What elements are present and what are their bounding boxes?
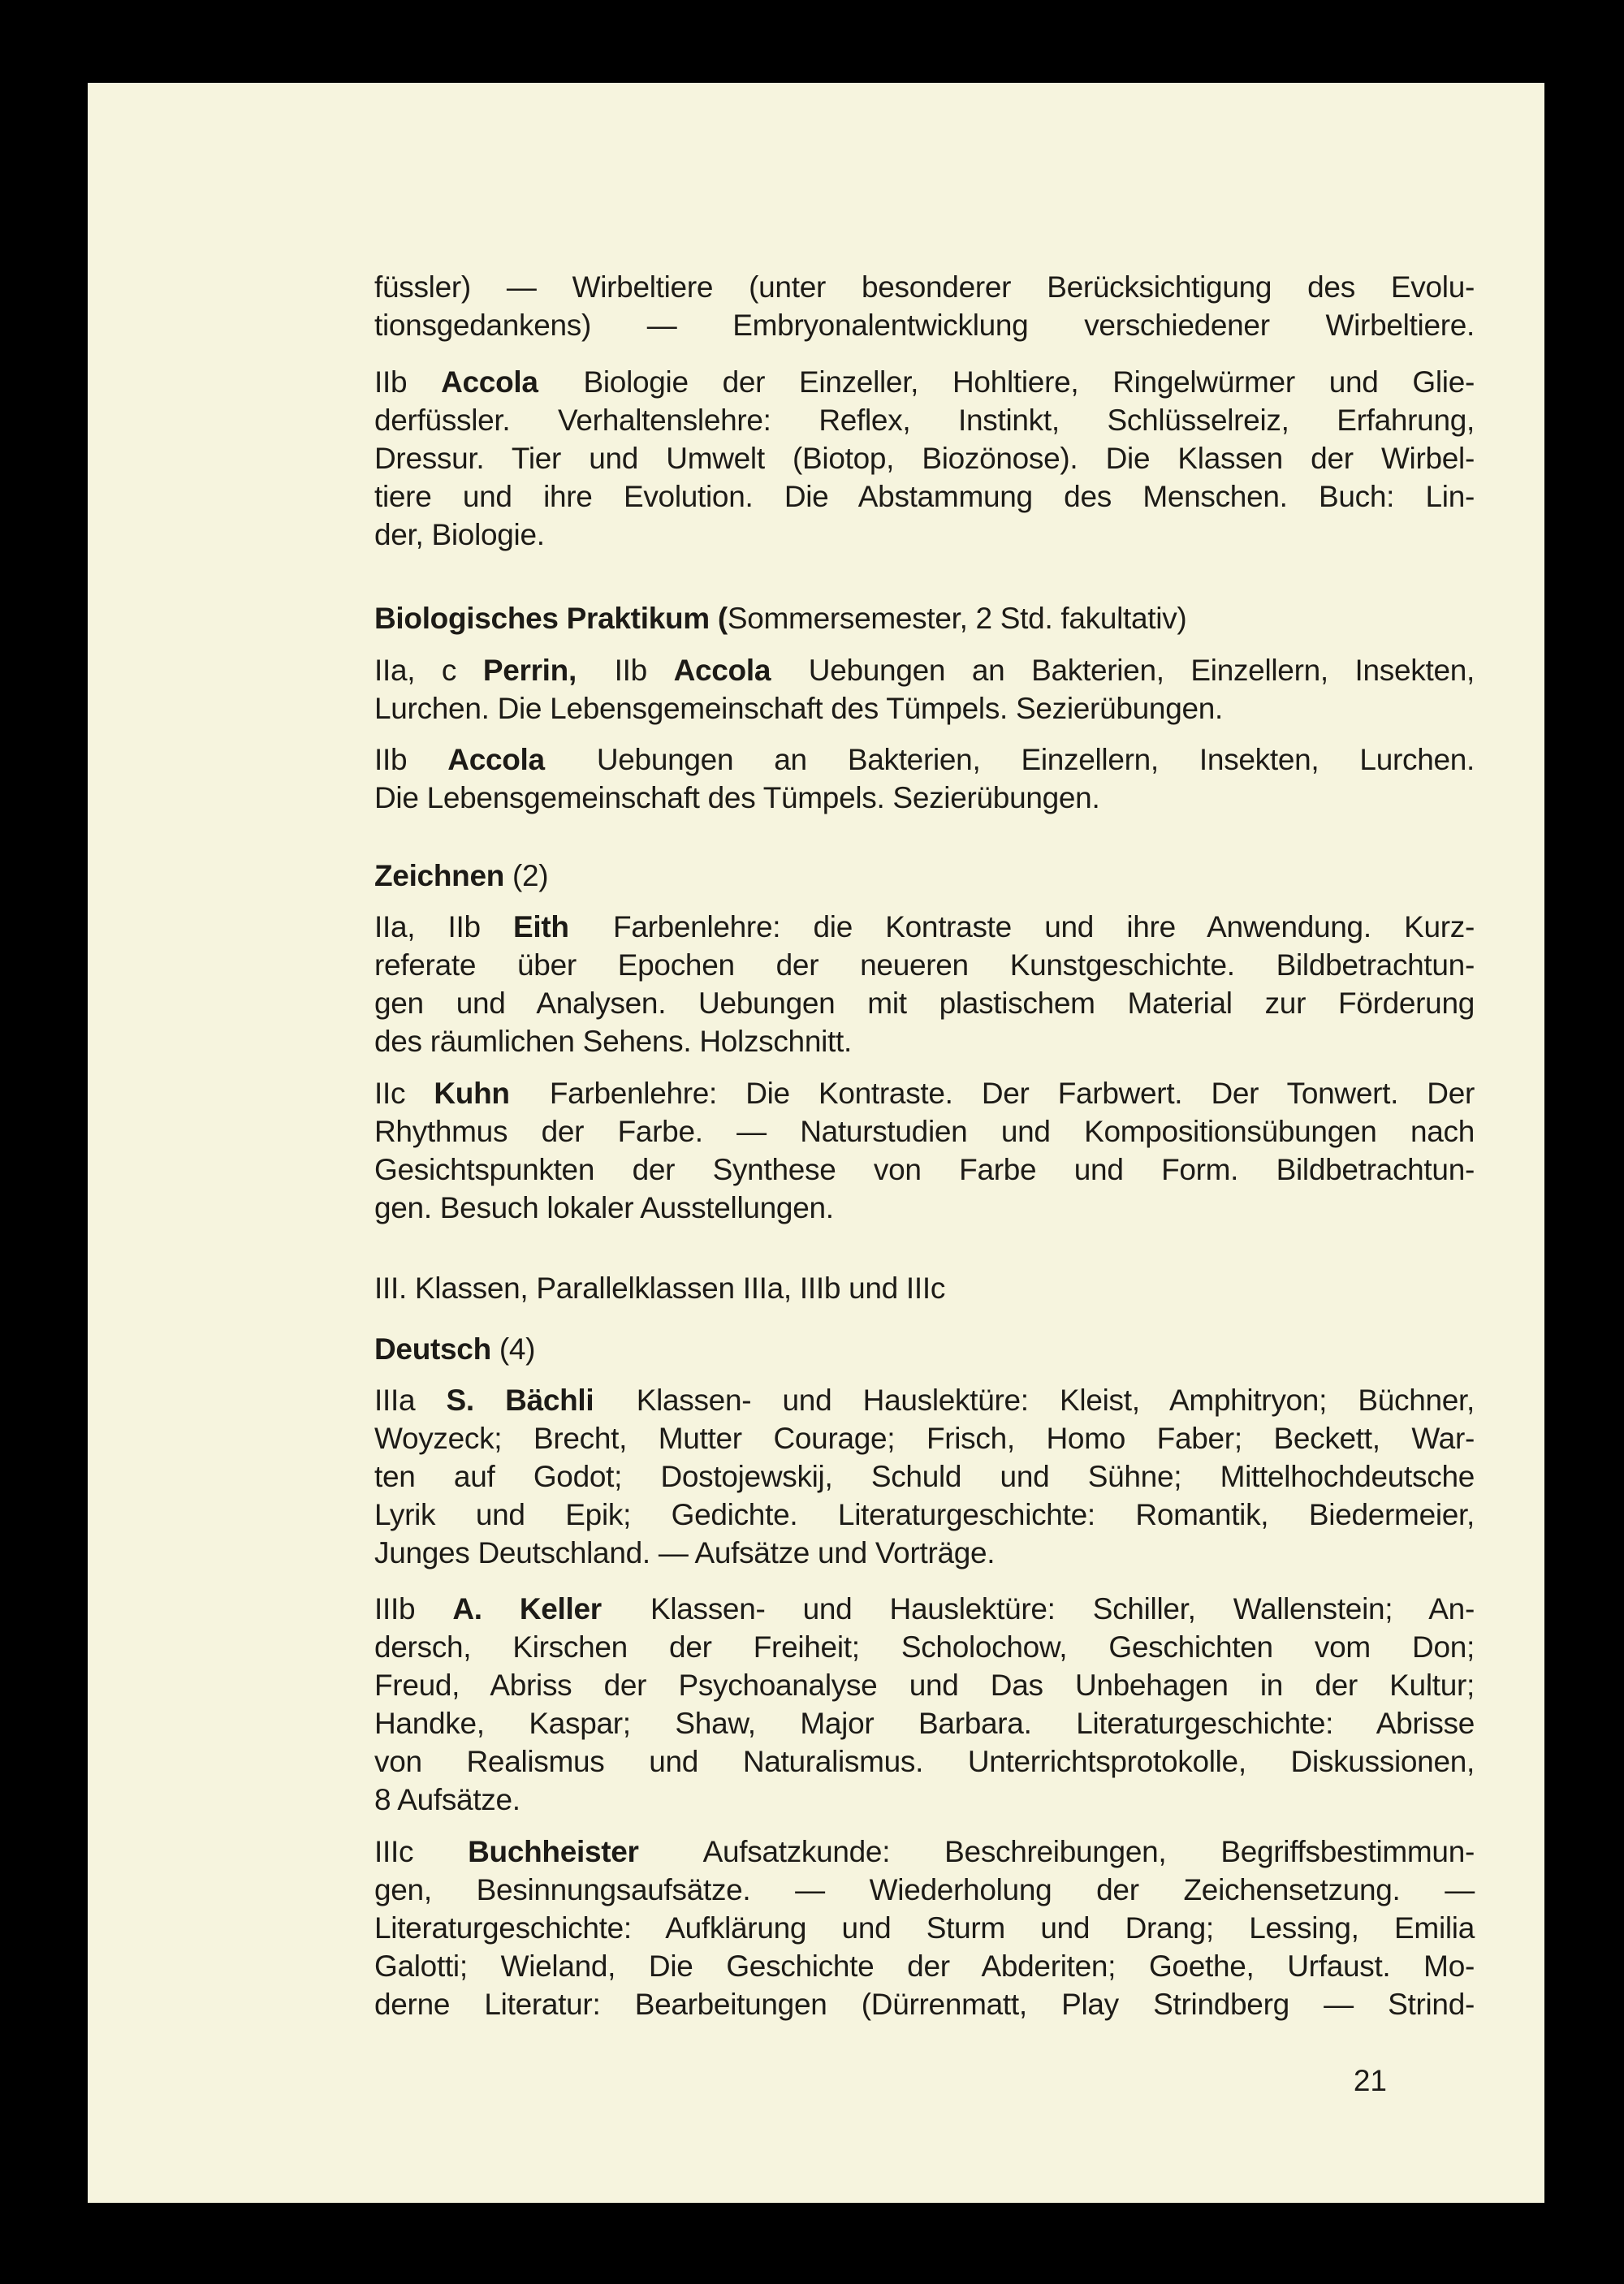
text-line: [374, 1534, 1475, 1572]
text-segment: Klassen- und Hauslektüre: Kleist, Amphitryon; Büchner,: [605, 1384, 1475, 1417]
text-line: [374, 1909, 1475, 1947]
text-segment: IIa, IIb: [374, 910, 514, 943]
text-segment: III. Klassen, Parallelklassen IIIa, IIIb und IIIc: [374, 1272, 946, 1305]
text-segment: Sommersemester, 2 Std. fakultativ): [727, 602, 1187, 635]
text-segment: Dressur. Tier und Umwelt (Biotop, Biozönose). Die Klassen der Wirbel-: [374, 442, 1475, 475]
text-line: [374, 1074, 1475, 1112]
text-line: [374, 651, 1475, 689]
bold-name: Accola: [673, 654, 771, 687]
text-segment: Uebungen an Bakterien, Einzellern, Insekten, Lurchen.: [555, 743, 1475, 776]
paragraph-deutsch-iiic: [374, 1833, 1475, 2023]
text-line: [374, 908, 1475, 946]
text-segment: IIIc: [374, 1835, 469, 1868]
paragraph-praktikum-iib: [374, 740, 1475, 817]
bold-name: Perrin,: [482, 654, 577, 687]
text-line: [374, 1666, 1475, 1704]
text-segment: füssler) — Wirbeltiere (unter besonderer Berücksichtigung des Evolu-: [374, 270, 1475, 304]
bold-name: Deutsch: [374, 1332, 491, 1366]
paragraph-biology-continuation: [374, 268, 1475, 344]
text-line: [374, 1985, 1475, 2023]
text-segment: IIIb: [374, 1592, 453, 1626]
text-segment: Lurchen. Die Lebensgemeinschaft des Tümpels. Sezierübungen.: [374, 692, 1224, 725]
paragraph-deutsch-iiia: [374, 1381, 1475, 1572]
text-line: [374, 1781, 1475, 1819]
text-segment: Galotti; Wieland, Die Geschichte der Abderiten; Goethe, Urfaust. Mo-: [374, 1949, 1475, 1983]
text-line: [374, 1590, 1475, 1628]
text-segment: Freud, Abriss der Psychoanalyse und Das Unbehagen in der Kultur;: [374, 1669, 1475, 1702]
text-segment: Lyrik und Epik; Gedichte. Literaturgeschichte: Romantik, Biedermeier,: [374, 1498, 1475, 1531]
text-segment: IIc: [374, 1077, 434, 1110]
text-line: [374, 477, 1475, 516]
text-segment: Woyzeck; Brecht, Mutter Courage; Frisch, Homo Faber; Beckett, War-: [374, 1422, 1475, 1455]
text-segment: Klassen- und Hauslektüre: Schiller, Wallenstein; An-: [612, 1592, 1475, 1626]
text-line: [374, 1457, 1475, 1496]
text-segment: Farbenlehre: Die Kontraste. Der Farbwert. Der Tonwert. Der: [520, 1077, 1475, 1110]
paragraph-biology-iib: [374, 363, 1475, 554]
text-segment: (4): [490, 1332, 536, 1366]
text-line: [374, 1833, 1475, 1871]
text-segment: IIa, c: [374, 654, 483, 687]
text-line: [374, 439, 1475, 477]
text-segment: IIb: [374, 743, 448, 776]
text-line: [374, 401, 1475, 439]
bold-name: Kuhn: [434, 1077, 510, 1110]
text-segment: IIIa: [374, 1384, 447, 1417]
text-segment: gen und Analysen. Uebungen mit plastischem Material zur Förderung: [374, 987, 1475, 1020]
bold-name: Zeichnen: [374, 859, 505, 892]
text-line: [374, 1189, 1475, 1227]
text-line: [374, 306, 1475, 344]
text-line: [374, 984, 1475, 1022]
paragraph-zeichnen-iic: [374, 1074, 1475, 1227]
text-segment: Rhythmus der Farbe. — Naturstudien und Kompositionsübungen nach: [374, 1115, 1475, 1148]
text-line: [374, 1704, 1475, 1742]
text-segment: Aufsatzkunde: Beschreibungen, Begriffsbestimmun-: [650, 1835, 1475, 1868]
text-line: [374, 689, 1475, 728]
bold-name: Buchheister: [468, 1835, 639, 1868]
text-segment: referate über Epochen der neueren Kunstgeschichte. Bildbetrachtun-: [374, 948, 1475, 982]
text-line: [374, 1269, 1475, 1307]
text-line: [374, 1151, 1475, 1189]
text-segment: Biologie der Einzeller, Hohltiere, Ringelwürmer und Glie-: [549, 365, 1475, 399]
text-line: [374, 1871, 1475, 1909]
text-line: [374, 1628, 1475, 1666]
text-segment: gen, Besinnungsaufsätze. — Wiederholung der Zeichensetzung. —: [374, 1873, 1475, 1906]
bold-name: Biologisches Praktikum (: [374, 602, 728, 635]
text-segment: tiere und ihre Evolution. Die Abstammung des Menschen. Buch: Lin-: [374, 480, 1475, 513]
text-segment: des räumlichen Sehens. Holzschnitt.: [374, 1025, 852, 1058]
text-segment: Junges Deutschland. — Aufsätze und Vorträge.: [374, 1536, 996, 1569]
heading-biologisches-praktikum: [374, 599, 1475, 637]
text-line: [374, 516, 1475, 554]
text-segment: Literaturgeschichte: Aufklärung und Sturm und Drang; Lessing, Emilia: [374, 1911, 1475, 1945]
text-segment: gen. Besuch lokaler Ausstellungen.: [374, 1191, 834, 1224]
text-line: [374, 268, 1475, 306]
text-segment: derfüssler. Verhaltenslehre: Reflex, Instinkt, Schlüsselreiz, Erfahrung,: [374, 404, 1475, 437]
text-line: [374, 1947, 1475, 1985]
text-segment: der, Biologie.: [374, 518, 545, 551]
text-line: [374, 1419, 1475, 1457]
text-segment: derne Literatur: Bearbeitungen (Dürrenmatt, Play Strindberg — Strind-: [374, 1988, 1475, 2021]
paragraph-praktikum-iia: [374, 651, 1475, 728]
text-segment: Uebungen an Bakterien, Einzellern, Insekten,: [782, 654, 1475, 687]
page-number: 21: [1353, 2064, 1387, 2097]
text-line: [374, 1742, 1475, 1781]
bold-name: Accola: [441, 365, 538, 399]
bold-name: Eith: [513, 910, 569, 943]
text-segment: 8 Aufsätze.: [374, 1783, 520, 1816]
text-line: [374, 1022, 1475, 1060]
heading-zeichnen: [374, 857, 1475, 895]
bold-name: A. Keller: [452, 1592, 602, 1626]
text-segment: Gesichtspunkten der Synthese von Farbe und Form. Bildbetrachtun-: [374, 1153, 1475, 1186]
text-line: [374, 857, 1475, 895]
text-segment: Farbenlehre: die Kontraste und ihre Anwendung. Kurz-: [580, 910, 1475, 943]
bold-name: S. Bächli: [446, 1384, 594, 1417]
text-line: [374, 779, 1475, 817]
text-segment: Die Lebensgemeinschaft des Tümpels. Sezierübungen.: [374, 781, 1100, 814]
paragraph-zeichnen-iia: [374, 908, 1475, 1060]
text-line: [374, 363, 1475, 401]
bold-name: Accola: [447, 743, 545, 776]
text-segment: (2): [504, 859, 549, 892]
text-line: [374, 1330, 1475, 1368]
text-line: [374, 1496, 1475, 1534]
text-line: [374, 740, 1475, 779]
heading-iii-klassen: [374, 1269, 1475, 1307]
text-segment: ten auf Godot; Dostojewskij, Schuld und Sühne; Mittelhochdeutsche: [374, 1460, 1475, 1493]
text-segment: IIb: [374, 365, 442, 399]
heading-deutsch: [374, 1330, 1475, 1368]
text-segment: von Realismus und Naturalismus. Unterrichtsprotokolle, Diskussionen,: [374, 1745, 1475, 1778]
paragraph-deutsch-iiib: [374, 1590, 1475, 1819]
text-line: [374, 1112, 1475, 1151]
text-segment: Handke, Kaspar; Shaw, Major Barbara. Literaturgeschichte: Abrisse: [374, 1707, 1475, 1740]
text-line: [374, 599, 1475, 637]
text-line: [374, 1381, 1475, 1419]
text-line: [374, 946, 1475, 984]
document-page: [88, 83, 1544, 2203]
text-segment: IIb: [587, 654, 674, 687]
text-segment: tionsgedankens) — Embryonalentwicklung verschiedener Wirbeltiere.: [374, 309, 1475, 342]
text-segment: dersch, Kirschen der Freiheit; Scholochow, Geschichten vom Don;: [374, 1630, 1475, 1664]
